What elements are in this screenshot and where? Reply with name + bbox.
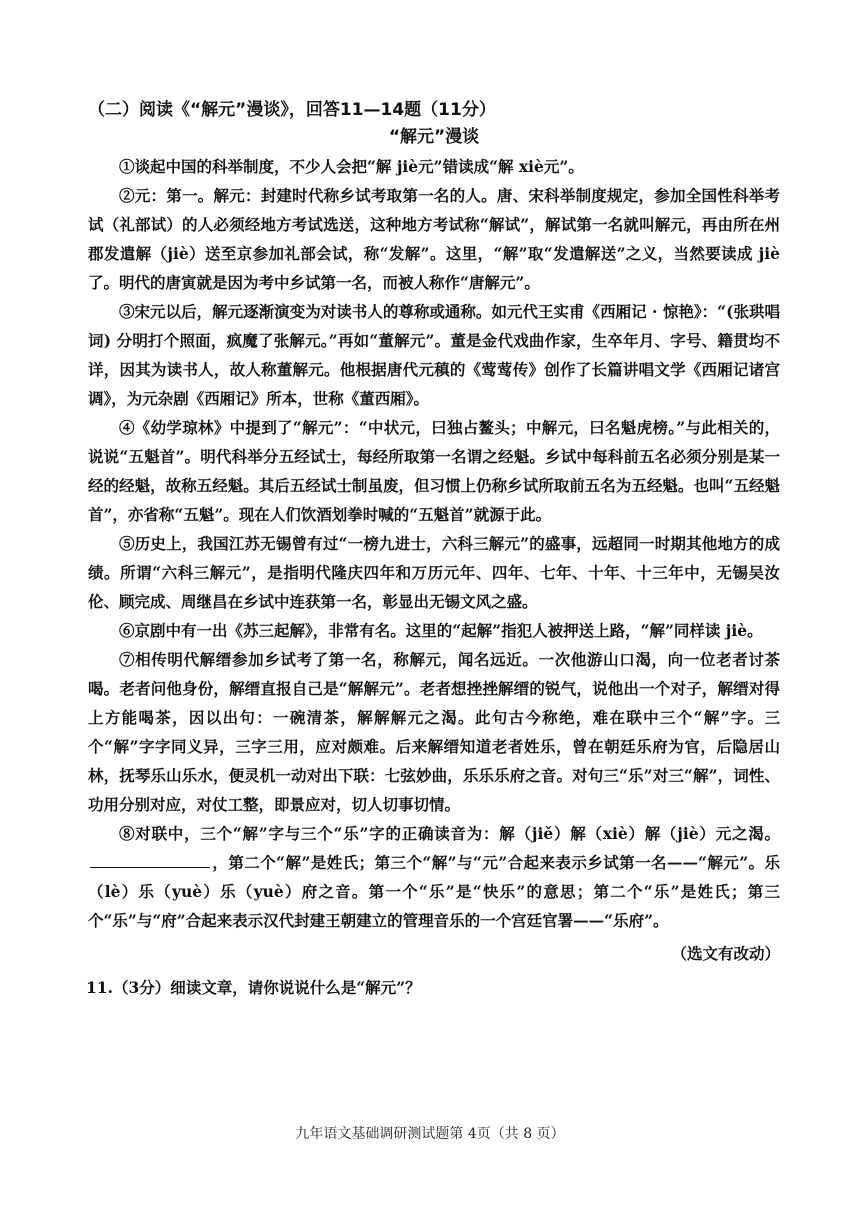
source-note: （选文有改动） (671, 944, 780, 963)
paragraph-2: ②元：第一。解元：封建时代称乡试考取第一名的人。唐、宋科举制度规定，参加全国性科举考试（礼部试）的人必须经地方考试选送，这种地方考试称“解试”，解试第一名就叫解元，再由所在州郡发遣解（jiè）送至京参加礼部会试，称“发解”。这里，“解”取“发遣解送”之义，当然要读成 jiè了。明代的唐寅就是因为考中乡试第一名，而被人称作“唐解元”。 (88, 186, 780, 292)
paragraph-6: ⑥京剧中有一出《苏三起解》，非常有名。这里的“起解”指犯人被押送上路，“解”同样读 jiè。 (119, 621, 763, 640)
section-heading: （二）阅读《“解元”漫谈》，回答11—14题（11分） (88, 100, 496, 120)
paragraph-5: ⑤历史上，我国江苏无锡曾有过“一榜九进士，六科三解元”的盛事，远超同一时期其他地方的成绩。所谓“六科三解元”，是指明代隆庆四年和万历元年、四年、七年、十年、十三年中，无锡吴汝伦、顾完成、周继昌在乡试中连获第一名，彰显出无锡文风之盛。 (88, 534, 780, 611)
article-title: “解元”漫谈 (388, 127, 480, 147)
page-footer: 九年语文基础调研测试题第 4页（共 8 页） (295, 1126, 565, 1142)
answer-blank[interactable] (90, 866, 210, 868)
paragraph-1: ①谈起中国的科举制度，不少人会把“解 jiè元”错读成“解 xiè元”。 (119, 157, 584, 176)
question-11: 11.（3分）细读文章，请你说说什么是“解元”？ (86, 978, 421, 997)
paragraph-7: ⑦相传明代解缙参加乡试考了第一名，称解元，闻名远近。一次他游山口渴，向一位老者讨茶喝。老者问他身份，解缙直报自己是“解解元”。老者想挫挫解缙的锐气，说他出一个对子，解缙对得上方能喝茶，因以出句：一碗清茶，解解解元之渴。此句古今称绝，难在联中三个“解”字。三个“解”字字同义异，三字三用，应对颇难。后来解缙知道老者姓乐，曾在朝廷乐府为官，后隐居山林，抚琴乐山乐水，便灵机一动对出下联：七弦妙曲，乐乐乐府之音。对句三“乐”对三“解”，词性、功用分别对应，对仗工整，即景应对，切人切事切情。 (88, 650, 780, 814)
paragraph-8-before-blank: ⑧对联中，三个“解”字与三个“乐”字的正确读音为：解（jiě）解（xiè）解（jiè）元之渴。 (119, 824, 780, 843)
paragraph-8-after-blank: ，第二个“解”是姓氏；第三个“解”与“元”合起来表示乡试第一名——“解元”。乐（lè）乐（yuè）乐（yuè）府之音。第一个“乐”是“快乐”的意思；第二个“乐”是姓氏；第三个“乐”与“府”合起来表示汉代封建王朝建立的管理音乐的一个宫廷官署——“乐府”。 (88, 853, 780, 930)
paragraph-4: ④《幼学琼林》中提到了“解元”：“中状元，曰独占鳌头；中解元，曰名魁虎榜。”与此相关的，说说“五魁首”。明代科举分五经试士，每经所取第一名谓之经魁。乡试中每科前五名必须分别是某一经的经魁，故称五经魁。其后五经试士制虽废，但习惯上仍称乡试所取前五名为五经魁。也叫“五经魁首”，亦省称“五魁”。现在人们饮酒划拳时喊的“五魁首”就源于此。 (88, 418, 780, 524)
paragraph-3: ③宋元以后，解元逐渐演变为对读书人的尊称或通称。如元代王实甫《西厢记 · 惊艳》：“(张珙唱词) 分明打个照面，疯魔了张解元。”再如“董解元”。董是金代戏曲作家，生卒年月、字号、籍贯均不详，因其为读书人，故人称董解元。他根据唐代元稹的《莺莺传》创作了长篇讲唱文学《西厢记诸宫调》，为元杂剧《西厢记》所本，世称《董西厢》。 (88, 302, 780, 408)
paragraph-8 (88, 819, 780, 935)
